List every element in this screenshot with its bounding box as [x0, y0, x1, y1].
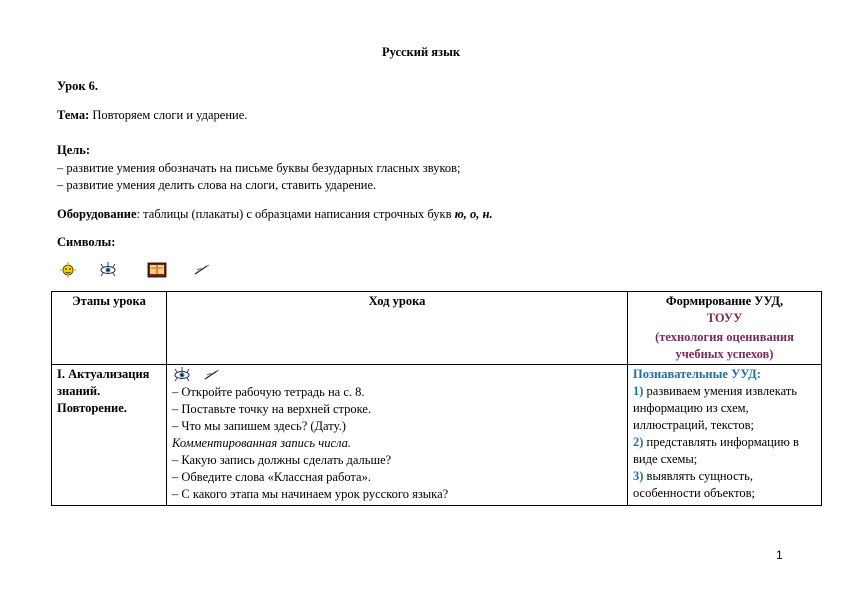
uud-item-text: развиваем умения извлекать информацию из схем, иллюстраций, текстов; — [633, 384, 797, 432]
goal-label: Цель: — [57, 143, 91, 157]
equipment-label: Оборудование — [57, 207, 137, 221]
topic-line — [57, 108, 247, 123]
course-line: – Обведите слова «Классная работа». — [172, 470, 371, 484]
pen-icon — [193, 262, 211, 278]
uud-heading: Познавательные УУД: — [633, 367, 761, 381]
header-course: Ход урока — [167, 292, 628, 365]
course-line: – Какую запись должны сделать дальше? — [172, 453, 392, 467]
equipment-letters: ю, о, н. — [454, 207, 493, 221]
document-title: Русский язык — [381, 45, 461, 59]
header-uud-title: Формирование УУД, — [665, 294, 784, 308]
course-italic-note: Комментированная запись числа. — [172, 436, 351, 450]
course-line: – Откройте рабочую тетрадь на с. 8. — [172, 385, 365, 399]
header-stages: Этапы урока — [52, 292, 167, 365]
sun-face-icon — [59, 262, 77, 278]
course-line: – Поставьте точку на верхней строке. — [172, 402, 372, 416]
table-header-row — [52, 292, 822, 365]
course-line: – Что мы запишем здесь? (Дату.) — [172, 419, 346, 433]
row-stage: I. Актуализация знаний. Повторение. — [52, 365, 167, 506]
goal-item-1: – развитие умения обозначать на письме буквы безударных гласных звуков; — [57, 161, 461, 175]
eye-icon — [172, 367, 192, 383]
page-number: 1 — [776, 548, 783, 562]
lesson-number: Урок 6. — [57, 79, 99, 93]
book-icon — [147, 262, 167, 278]
goal-item-2: – развитие умения делить слова на слоги, ставить ударение. — [57, 178, 377, 192]
topic-label: Тема: — [57, 108, 90, 122]
uud-item-number: 1) — [633, 384, 644, 398]
uud-item-number: 2) — [633, 435, 644, 449]
uud-item — [633, 434, 816, 468]
lesson-table — [51, 291, 822, 506]
equipment-line — [57, 207, 493, 222]
header-uud-desc: (технология оценивания учебных успехов) — [655, 330, 794, 361]
row-course — [167, 365, 628, 506]
uud-item — [633, 383, 816, 434]
symbols-label: Символы: — [57, 235, 116, 249]
row-uud — [628, 365, 822, 506]
pen-icon — [203, 367, 221, 383]
topic-text: Повторяем слоги и ударение. — [89, 108, 248, 122]
uud-item-text: представлять информацию в виде схемы; — [633, 435, 799, 466]
equipment-text: : таблицы (плакаты) с образцами написания строчных букв — [136, 207, 455, 221]
header-uud — [628, 292, 822, 365]
table-row — [52, 365, 822, 506]
header-uud-toyu: ТОУУ — [706, 311, 743, 325]
uud-item-number: 3) — [633, 469, 644, 483]
course-line: – С какого этапа мы начинаем урок русского языка? — [172, 487, 449, 501]
uud-item — [633, 468, 816, 502]
row-course-icons — [172, 366, 622, 384]
eye-icon — [98, 262, 118, 278]
uud-item-text: выявлять сущность, особенности объектов; — [633, 469, 756, 500]
